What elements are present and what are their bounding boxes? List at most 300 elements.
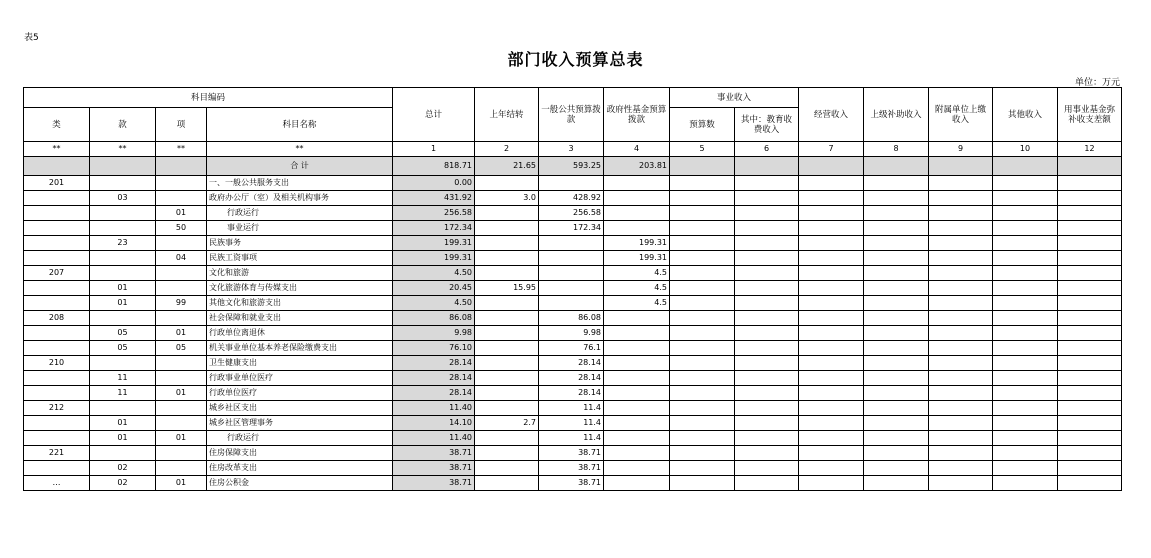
row-lei: 212	[24, 401, 90, 416]
empty-cell	[735, 431, 799, 446]
empty-cell	[993, 356, 1058, 371]
empty-cell	[929, 371, 993, 386]
row-xiang	[156, 191, 207, 206]
empty-cell	[799, 296, 864, 311]
row-xiang: 01	[156, 386, 207, 401]
empty-cell	[670, 476, 735, 491]
table-row	[24, 221, 1122, 236]
empty-cell	[670, 416, 735, 431]
empty-cell	[993, 326, 1058, 341]
empty-cell	[929, 341, 993, 356]
row-lei	[24, 326, 90, 341]
row-kuan: 01	[90, 281, 156, 296]
row-last-year	[475, 176, 539, 191]
empty-cell	[799, 281, 864, 296]
empty-cell	[735, 296, 799, 311]
empty-cell	[799, 446, 864, 461]
marker-cell: 8	[864, 142, 929, 157]
table-row	[24, 281, 1122, 296]
row-lei	[24, 371, 90, 386]
row-kuan	[90, 356, 156, 371]
table-row	[24, 401, 1122, 416]
header-subject-name: 科目名称	[207, 108, 393, 142]
row-subject-name: 住房改革支出	[207, 461, 393, 476]
empty-cell	[864, 341, 929, 356]
empty-cell	[735, 176, 799, 191]
row-xiang	[156, 266, 207, 281]
row-kuan	[90, 221, 156, 236]
table-row	[24, 251, 1122, 266]
table-number: 表5	[24, 33, 39, 43]
empty-cell	[735, 281, 799, 296]
row-general: 428.92	[539, 191, 604, 206]
empty-cell	[799, 476, 864, 491]
empty-cell	[864, 266, 929, 281]
row-gov-fund	[604, 176, 670, 191]
empty-cell	[1058, 386, 1122, 401]
table-row	[24, 326, 1122, 341]
empty-cell	[993, 206, 1058, 221]
table-row	[24, 431, 1122, 446]
row-lei	[24, 341, 90, 356]
empty-cell	[864, 296, 929, 311]
row-general	[539, 176, 604, 191]
empty-cell	[1058, 281, 1122, 296]
empty-cell	[670, 221, 735, 236]
sum-last-year: 21.65	[475, 157, 539, 176]
row-total: 11.40	[393, 401, 475, 416]
empty-cell	[1058, 446, 1122, 461]
row-last-year	[475, 221, 539, 236]
row-gov-fund	[604, 326, 670, 341]
empty-cell	[993, 341, 1058, 356]
empty-cell	[799, 401, 864, 416]
empty-cell	[735, 476, 799, 491]
table-row	[24, 311, 1122, 326]
row-gov-fund: 4.5	[604, 296, 670, 311]
row-gov-fund: 199.31	[604, 236, 670, 251]
empty-cell	[1058, 191, 1122, 206]
row-kuan: 03	[90, 191, 156, 206]
marker-row	[24, 142, 1122, 157]
empty-cell	[670, 266, 735, 281]
table-row	[24, 446, 1122, 461]
row-total: 38.71	[393, 446, 475, 461]
row-xiang	[156, 176, 207, 191]
row-last-year	[475, 476, 539, 491]
empty-cell	[993, 386, 1058, 401]
row-xiang	[156, 356, 207, 371]
empty-cell	[993, 176, 1058, 191]
empty-cell	[993, 461, 1058, 476]
empty-cell	[670, 431, 735, 446]
empty-cell	[799, 266, 864, 281]
empty-cell	[993, 251, 1058, 266]
row-last-year	[475, 206, 539, 221]
row-kuan: 02	[90, 476, 156, 491]
empty-cell	[864, 416, 929, 431]
row-general: 256.58	[539, 206, 604, 221]
row-xiang	[156, 311, 207, 326]
row-total: 4.50	[393, 296, 475, 311]
row-lei	[24, 191, 90, 206]
row-total: 9.98	[393, 326, 475, 341]
unit-label: 单位：万元	[1074, 78, 1120, 88]
row-kuan	[90, 251, 156, 266]
empty-cell	[929, 311, 993, 326]
header-upper-subsidy: 上级补助收入	[864, 88, 929, 142]
row-total: 199.31	[393, 251, 475, 266]
empty-cell	[929, 236, 993, 251]
row-lei	[24, 206, 90, 221]
empty-cell	[929, 206, 993, 221]
row-subject-name: 行政运行	[207, 206, 393, 221]
empty-cell	[993, 191, 1058, 206]
row-general: 28.14	[539, 371, 604, 386]
row-gov-fund	[604, 341, 670, 356]
row-kuan: 01	[90, 296, 156, 311]
empty-cell	[864, 176, 929, 191]
row-total: 76.10	[393, 341, 475, 356]
empty-cell	[735, 371, 799, 386]
row-xiang	[156, 446, 207, 461]
empty-cell	[799, 416, 864, 431]
empty-cell	[864, 221, 929, 236]
empty-cell	[1058, 371, 1122, 386]
row-subject-name: 文化和旅游	[207, 266, 393, 281]
empty-cell	[735, 356, 799, 371]
empty-cell	[993, 476, 1058, 491]
row-last-year	[475, 326, 539, 341]
row-subject-name: 一、一般公共服务支出	[207, 176, 393, 191]
row-last-year	[475, 431, 539, 446]
row-xiang: 01	[156, 431, 207, 446]
row-xiang: 01	[156, 476, 207, 491]
row-last-year: 3.0	[475, 191, 539, 206]
table-row	[24, 236, 1122, 251]
empty-cell	[993, 236, 1058, 251]
row-general	[539, 236, 604, 251]
empty-cell	[670, 311, 735, 326]
row-subject-name: 城乡社区管理事务	[207, 416, 393, 431]
empty-cell	[799, 356, 864, 371]
marker-cell: **	[207, 142, 393, 157]
row-general: 11.4	[539, 401, 604, 416]
row-xiang: 01	[156, 206, 207, 221]
table-row	[24, 206, 1122, 221]
row-total: 28.14	[393, 356, 475, 371]
empty-cell	[1058, 176, 1122, 191]
empty-cell	[735, 311, 799, 326]
empty-cell	[735, 221, 799, 236]
row-total: 4.50	[393, 266, 475, 281]
empty-cell	[1058, 341, 1122, 356]
row-total: 14.10	[393, 416, 475, 431]
row-xiang: 01	[156, 326, 207, 341]
empty-cell	[864, 326, 929, 341]
empty-cell	[929, 386, 993, 401]
budget-table	[23, 87, 1122, 491]
row-lei	[24, 221, 90, 236]
row-general: 11.4	[539, 416, 604, 431]
empty-cell	[799, 221, 864, 236]
row-gov-fund	[604, 311, 670, 326]
row-total: 28.14	[393, 371, 475, 386]
row-last-year	[475, 356, 539, 371]
header-xiang: 项	[156, 108, 207, 142]
header-lei: 类	[24, 108, 90, 142]
table-row	[24, 296, 1122, 311]
row-xiang	[156, 461, 207, 476]
table-row	[24, 356, 1122, 371]
empty-cell	[864, 446, 929, 461]
empty-cell	[929, 296, 993, 311]
empty-cell	[993, 281, 1058, 296]
empty-cell	[929, 356, 993, 371]
row-kuan: 01	[90, 431, 156, 446]
empty-cell	[670, 341, 735, 356]
row-gov-fund	[604, 371, 670, 386]
sum-total: 818.71	[393, 157, 475, 176]
row-last-year	[475, 251, 539, 266]
table-row	[24, 341, 1122, 356]
empty-cell	[929, 176, 993, 191]
row-xiang: 50	[156, 221, 207, 236]
row-kuan: 05	[90, 341, 156, 356]
marker-cell: **	[24, 142, 90, 157]
empty-cell	[735, 401, 799, 416]
empty-cell	[799, 311, 864, 326]
empty-cell	[670, 251, 735, 266]
row-total: 38.71	[393, 461, 475, 476]
row-last-year	[475, 296, 539, 311]
row-lei: 208	[24, 311, 90, 326]
row-gov-fund	[604, 191, 670, 206]
empty-cell	[799, 251, 864, 266]
empty-cell	[799, 176, 864, 191]
empty-cell	[735, 461, 799, 476]
table-row	[24, 191, 1122, 206]
row-lei: 207	[24, 266, 90, 281]
row-subject-name: 行政单位离退休	[207, 326, 393, 341]
row-subject-name: 社会保障和就业支出	[207, 311, 393, 326]
row-gov-fund: 4.5	[604, 266, 670, 281]
row-last-year: 15.95	[475, 281, 539, 296]
row-general	[539, 251, 604, 266]
header-other: 其他收入	[993, 88, 1058, 142]
row-kuan	[90, 311, 156, 326]
table-row	[24, 266, 1122, 281]
row-general: 86.08	[539, 311, 604, 326]
row-lei	[24, 431, 90, 446]
empty-cell	[864, 401, 929, 416]
empty-cell	[1058, 311, 1122, 326]
row-general: 76.1	[539, 341, 604, 356]
row-last-year	[475, 371, 539, 386]
table-row	[24, 476, 1122, 491]
row-last-year	[475, 311, 539, 326]
empty-cell	[1058, 206, 1122, 221]
row-subject-name: 民族工资事项	[207, 251, 393, 266]
row-subject-name: 住房公积金	[207, 476, 393, 491]
marker-cell: 5	[670, 142, 735, 157]
row-kuan	[90, 266, 156, 281]
empty-cell	[799, 341, 864, 356]
empty-cell	[1058, 221, 1122, 236]
row-total: 20.45	[393, 281, 475, 296]
row-total: 172.34	[393, 221, 475, 236]
empty-cell	[929, 431, 993, 446]
row-general: 38.71	[539, 461, 604, 476]
empty-cell	[1058, 251, 1122, 266]
row-gov-fund	[604, 476, 670, 491]
row-xiang: 05	[156, 341, 207, 356]
row-lei: 221	[24, 446, 90, 461]
empty-cell	[864, 251, 929, 266]
empty-cell	[864, 461, 929, 476]
empty-cell	[670, 176, 735, 191]
empty-cell	[993, 311, 1058, 326]
empty-cell	[864, 431, 929, 446]
empty-cell	[670, 296, 735, 311]
empty-cell	[799, 371, 864, 386]
empty-cell	[864, 476, 929, 491]
empty-cell	[735, 341, 799, 356]
row-lei	[24, 386, 90, 401]
empty-cell	[993, 446, 1058, 461]
row-general: 11.4	[539, 431, 604, 446]
empty-cell	[993, 221, 1058, 236]
row-kuan: 11	[90, 371, 156, 386]
table-row	[24, 416, 1122, 431]
row-subject-name: 城乡社区支出	[207, 401, 393, 416]
empty-cell	[735, 206, 799, 221]
row-gov-fund	[604, 356, 670, 371]
row-kuan: 11	[90, 386, 156, 401]
empty-cell	[929, 461, 993, 476]
empty-cell	[993, 371, 1058, 386]
row-last-year	[475, 386, 539, 401]
row-general: 28.14	[539, 386, 604, 401]
row-xiang: 99	[156, 296, 207, 311]
row-gov-fund: 199.31	[604, 251, 670, 266]
row-total: 38.71	[393, 476, 475, 491]
marker-cell: 3	[539, 142, 604, 157]
row-lei	[24, 236, 90, 251]
row-lei: 201	[24, 176, 90, 191]
row-kuan	[90, 401, 156, 416]
row-kuan: 05	[90, 326, 156, 341]
row-subject-name: 行政单位医疗	[207, 386, 393, 401]
row-general	[539, 266, 604, 281]
marker-cell: 1	[393, 142, 475, 157]
empty-cell	[670, 386, 735, 401]
header-affiliated: 附属单位上缴收入	[929, 88, 993, 142]
row-xiang	[156, 416, 207, 431]
empty-cell	[864, 206, 929, 221]
row-last-year	[475, 446, 539, 461]
row-last-year: 2.7	[475, 416, 539, 431]
empty-cell	[735, 326, 799, 341]
header-gov-fund: 政府性基金预算拨款	[604, 88, 670, 142]
empty-cell	[670, 281, 735, 296]
marker-cell: 10	[993, 142, 1058, 157]
marker-cell: **	[156, 142, 207, 157]
marker-cell: 12	[1058, 142, 1122, 157]
row-kuan	[90, 446, 156, 461]
row-subject-name: 政府办公厅（室）及相关机构事务	[207, 191, 393, 206]
empty-cell	[929, 251, 993, 266]
empty-cell	[993, 296, 1058, 311]
empty-cell	[670, 191, 735, 206]
empty-cell	[864, 371, 929, 386]
table-row	[24, 371, 1122, 386]
marker-cell: 9	[929, 142, 993, 157]
empty-cell	[1058, 326, 1122, 341]
row-lei	[24, 461, 90, 476]
empty-cell	[735, 266, 799, 281]
sum-row	[24, 157, 1122, 176]
empty-cell	[993, 431, 1058, 446]
empty-cell	[1058, 401, 1122, 416]
row-gov-fund	[604, 416, 670, 431]
row-kuan	[90, 176, 156, 191]
empty-cell	[670, 206, 735, 221]
marker-cell: **	[90, 142, 156, 157]
empty-cell	[1058, 266, 1122, 281]
empty-cell	[1058, 356, 1122, 371]
row-subject-name: 卫生健康支出	[207, 356, 393, 371]
empty-cell	[799, 206, 864, 221]
table-row	[24, 461, 1122, 476]
empty-cell	[929, 476, 993, 491]
row-general: 38.71	[539, 446, 604, 461]
row-gov-fund	[604, 206, 670, 221]
empty-cell	[735, 416, 799, 431]
empty-cell	[799, 236, 864, 251]
row-gov-fund	[604, 401, 670, 416]
row-general	[539, 296, 604, 311]
empty-cell	[735, 446, 799, 461]
header-general-public: 一般公共预算拨款	[539, 88, 604, 142]
row-xiang	[156, 401, 207, 416]
empty-cell	[993, 401, 1058, 416]
row-lei	[24, 296, 90, 311]
empty-cell	[670, 356, 735, 371]
row-last-year	[475, 401, 539, 416]
empty-cell	[799, 191, 864, 206]
row-gov-fund	[604, 386, 670, 401]
row-subject-name: 机关事业单位基本养老保险缴费支出	[207, 341, 393, 356]
row-gov-fund	[604, 446, 670, 461]
empty-cell	[864, 311, 929, 326]
empty-cell	[929, 191, 993, 206]
row-lei	[24, 251, 90, 266]
empty-cell	[929, 281, 993, 296]
row-subject-name: 行政事业单位医疗	[207, 371, 393, 386]
table-row	[24, 176, 1122, 191]
sum-gov-fund: 203.81	[604, 157, 670, 176]
empty-cell	[799, 326, 864, 341]
header-business-income: 事业收入	[670, 88, 799, 108]
header-edu-fee: 其中：教育收费收入	[735, 108, 799, 142]
page-title: 部门收入预算总表	[507, 50, 644, 69]
empty-cell	[864, 281, 929, 296]
table-row	[24, 386, 1122, 401]
empty-cell	[735, 236, 799, 251]
empty-cell	[799, 431, 864, 446]
empty-cell	[735, 251, 799, 266]
